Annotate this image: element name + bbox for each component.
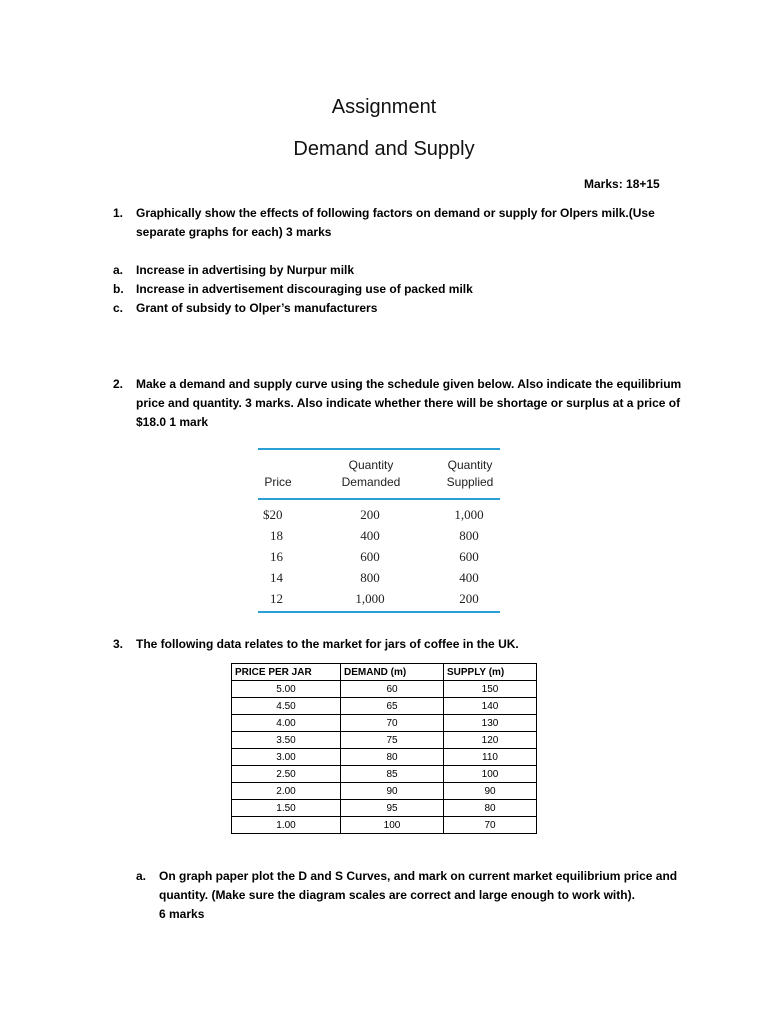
item-label: a. [136, 869, 147, 883]
table-cell: 16 [270, 549, 283, 564]
question-number: 1. [113, 206, 124, 220]
table-cell: 2.00 [232, 783, 341, 800]
header-quantity-supplied-2: Supplied [446, 475, 494, 489]
question-text-line: Graphically show the effects of following factors on demand or supply for Olpers milk.(Use [136, 206, 655, 220]
marks-label: Marks: 18+15 [584, 177, 660, 191]
table-cell: $20 [263, 507, 283, 522]
header-quantity-supplied-1: Quantity [447, 458, 493, 472]
item-label: c. [113, 301, 124, 315]
table-header-rule [258, 498, 500, 500]
item-label: a. [113, 263, 124, 277]
question-text-line: $18.0 1 mark [136, 415, 209, 429]
table-row [232, 698, 537, 715]
table-cell: 120 [444, 732, 537, 749]
table-cell: 150 [444, 681, 537, 698]
table-cell: 2.50 [232, 766, 341, 783]
table-cell: 65 [341, 698, 444, 715]
question-3 [113, 635, 673, 655]
table-cell: 4.50 [232, 698, 341, 715]
table-cell: 70 [341, 715, 444, 732]
question-number: 3. [113, 637, 124, 651]
table-cell: 100 [444, 766, 537, 783]
table-cell: 110 [444, 749, 537, 766]
table-cell: 85 [341, 766, 444, 783]
table-cell: 600 [360, 549, 380, 564]
table-cell: 12 [270, 591, 283, 606]
table-cell: 4.00 [232, 715, 341, 732]
question-1-items [113, 261, 613, 321]
question-2 [113, 375, 683, 435]
table-cell: 75 [341, 732, 444, 749]
item-text: Increase in advertisement discouraging use of packed milk [136, 282, 473, 296]
table-cell: 90 [444, 783, 537, 800]
table-cell: 80 [444, 800, 537, 817]
table-cell: 90 [341, 783, 444, 800]
document-title: Assignment [331, 96, 437, 118]
table-cell: 80 [341, 749, 444, 766]
schedule-table [258, 448, 500, 613]
table-cell: 600 [459, 549, 479, 564]
table-cell: 1.00 [232, 817, 341, 834]
question-number: 2. [113, 377, 124, 391]
header-price-per-jar: PRICE PER JAR [232, 664, 341, 681]
table-row [232, 783, 537, 800]
table-cell: 5.00 [232, 681, 341, 698]
header-price: Price [264, 475, 292, 489]
table-cell: 70 [444, 817, 537, 834]
table-cell: 14 [270, 570, 283, 585]
item-text: Grant of subsidy to Olper’s manufacturers [136, 301, 378, 315]
table-cell: 18 [270, 528, 283, 543]
table-cell: 60 [341, 681, 444, 698]
document-subtitle: Demand and Supply [293, 138, 475, 160]
table-header-row [232, 664, 537, 681]
question-3a [136, 867, 696, 927]
table-row [232, 681, 537, 698]
table-cell: 200 [459, 591, 479, 606]
question-text-line: price and quantity. 3 marks. Also indicate whether there will be shortage or surplus at a price of [136, 396, 681, 410]
table-cell: 200 [360, 507, 380, 522]
table-cell: 3.50 [232, 732, 341, 749]
table-bottom-rule [258, 611, 500, 613]
item-label: b. [113, 282, 124, 296]
question-text-line: quantity. (Make sure the diagram scales are correct and large enough to work with). [159, 888, 635, 902]
table-row [232, 800, 537, 817]
table-cell: 800 [360, 570, 380, 585]
question-text-line: separate graphs for each) 3 marks [136, 225, 332, 239]
table-cell: 1.50 [232, 800, 341, 817]
question-text-line: On graph paper plot the D and S Curves, and mark on current market equilibrium price and [159, 869, 678, 883]
table-row [232, 766, 537, 783]
table-cell: 100 [341, 817, 444, 834]
table-row [232, 749, 537, 766]
question-text-line: 6 marks [159, 907, 205, 921]
table-cell: 1,000 [355, 591, 385, 606]
header-quantity-demanded-1: Quantity [348, 458, 394, 472]
table-cell: 140 [444, 698, 537, 715]
table-cell: 3.00 [232, 749, 341, 766]
question-1 [113, 204, 673, 244]
coffee-market-table [231, 663, 537, 834]
header-supply: SUPPLY (m) [444, 664, 537, 681]
table-cell: 400 [459, 570, 479, 585]
table-row [232, 715, 537, 732]
table-row [232, 817, 537, 834]
question-text-line: The following data relates to the market for jars of coffee in the UK. [136, 637, 519, 651]
table-cell: 95 [341, 800, 444, 817]
table-cell: 400 [360, 528, 380, 543]
header-quantity-demanded-2: Demanded [341, 475, 401, 489]
item-text: Increase in advertising by Nurpur milk [136, 263, 355, 277]
header-demand: DEMAND (m) [341, 664, 444, 681]
question-text-line: Make a demand and supply curve using the schedule given below. Also indicate the equilibrium [136, 377, 682, 391]
table-top-rule [258, 448, 500, 450]
table-row [232, 732, 537, 749]
table-cell: 130 [444, 715, 537, 732]
table-cell: 1,000 [454, 507, 484, 522]
table-cell: 800 [459, 528, 479, 543]
